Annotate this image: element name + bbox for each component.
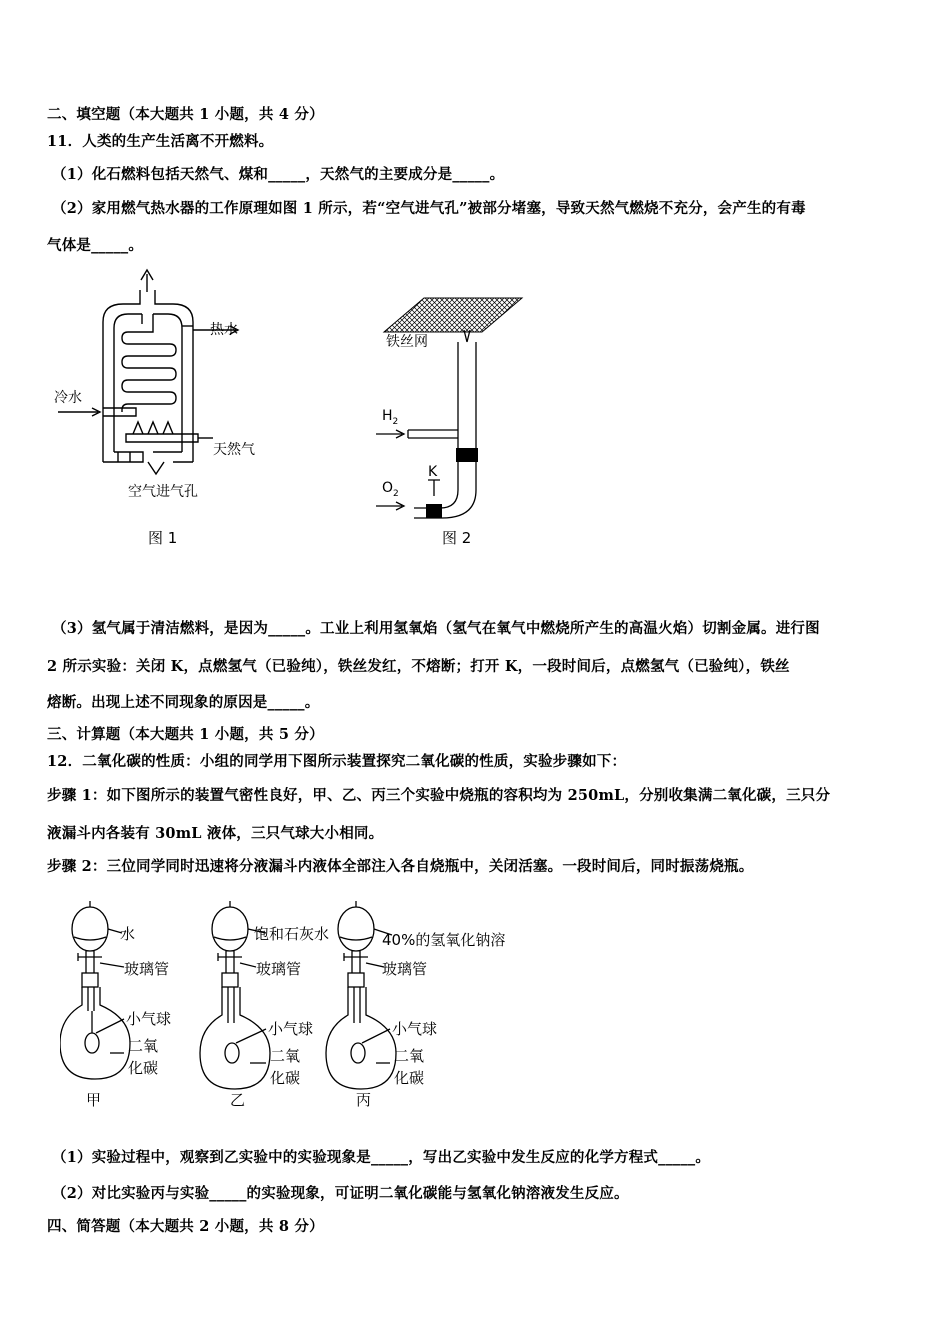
q12-part2: （2）对比实验丙与实验_____的实验现象，可证明二氧化碳能与氢氧化钠溶液发生反应。 <box>52 1185 629 1202</box>
figure-1-water-heater <box>48 262 288 557</box>
q11-part3-line3: 熔断。出现上述不同现象的原因是_____。 <box>47 694 320 711</box>
yi-liquid-label: 饱和石灰水 <box>254 925 330 943</box>
q11-part2-line1: （2）家用燃气热水器的工作原理如图 1 所示，若“空气进气孔”被部分堵塞，导致天然气燃烧不充分，会产生的有毒 <box>52 200 806 217</box>
air-inlet-label: 空气进气孔 <box>128 484 198 500</box>
jia-liquid-label: 水 <box>120 925 136 943</box>
section-heading-2: 二、填空题（本大题共 1 小题，共 4 分） <box>47 106 324 123</box>
q11-part3-line1: （3）氢气属于清洁燃料，是因为_____。工业上利用氢氧焰（氢气在氧气中燃烧所产生的高温火焰）切割金属。进行图 <box>52 620 820 637</box>
q12-step2: 步骤 2：三位同学同时迅速将分液漏斗内液体全部注入各自烧瓶中，关闭活塞。一段时间后，同时振荡烧瓶。 <box>47 858 754 875</box>
section-heading-4: 四、简答题（本大题共 2 小题，共 8 分） <box>47 1218 324 1235</box>
iron-mesh-label: 铁丝网 <box>386 334 428 350</box>
q12-step1-line2: 液漏斗内各装有 30mL 液体，三只气球大小相同。 <box>47 825 384 842</box>
question-12-title: 12．二氧化碳的性质：小组的同学用下图所示装置探究二氧化碳的性质，实验步骤如下： <box>47 753 627 770</box>
figure-2-caption: 图 2 <box>442 529 472 547</box>
q11-part3-line2: 2 所示实验：关闭 K，点燃氢气（已验纯），铁丝发红，不熔断；打开 K，一段时间后，点燃氢气（已验纯），铁丝 <box>47 658 790 675</box>
jia-glass-tube-label: 玻璃管 <box>124 960 170 978</box>
hot-water-label: 热水 <box>210 322 238 338</box>
bing-balloon-label: 小气球 <box>392 1020 438 1038</box>
natural-gas-label: 天然气 <box>213 442 255 458</box>
apparatus-bing <box>326 901 396 1089</box>
figure-1-caption: 图 1 <box>148 529 178 547</box>
yi-gas-line2: 化碳 <box>270 1069 301 1087</box>
figure-2-hydrogen-torch <box>372 290 542 555</box>
o2-label: $O_2$ <box>382 480 399 499</box>
yi-glass-tube-label: 玻璃管 <box>256 960 302 978</box>
q12-step1-line1: 步骤 1：如下图所示的装置气密性良好，甲、乙、丙三个实验中烧瓶的容积均为 250mL，分别收集满二氧化碳，三只分 <box>47 787 831 804</box>
section-heading-3: 三、计算题（本大题共 1 小题，共 5 分） <box>47 726 324 743</box>
bing-gas-line2: 化碳 <box>394 1069 425 1087</box>
bing-gas-line1: 二氧 <box>394 1047 425 1065</box>
jia-balloon-label: 小气球 <box>126 1010 172 1028</box>
figure-co2-apparatus <box>60 893 530 1113</box>
cold-water-label: 冷水 <box>54 390 82 406</box>
q11-part2-line2: 气体是_____。 <box>47 237 144 254</box>
q12-part1: （1）实验过程中，观察到乙实验中的实验现象是_____，写出乙实验中发生反应的化学方程式_____。 <box>52 1149 711 1166</box>
yi-balloon-label: 小气球 <box>268 1020 314 1038</box>
h2-label: $H_2$ <box>382 408 399 427</box>
bing-glass-tube-label: 玻璃管 <box>382 960 428 978</box>
yi-gas-line1: 二氧 <box>270 1047 301 1065</box>
question-11-title: 11．人类的生产生活离不开燃料。 <box>47 133 274 150</box>
valve-k-label: K <box>428 464 438 480</box>
jia-gas-line2: 化碳 <box>128 1059 159 1077</box>
q11-part1: （1）化石燃料包括天然气、煤和_____，天然气的主要成分是_____。 <box>52 166 505 183</box>
jia-label: 甲 <box>86 1091 102 1109</box>
bing-label: 丙 <box>356 1091 372 1109</box>
jia-gas-line1: 二氧 <box>128 1037 159 1055</box>
yi-label: 乙 <box>230 1091 246 1109</box>
bing-liquid-label: 40%的氢氧化钠溶 <box>382 931 506 949</box>
